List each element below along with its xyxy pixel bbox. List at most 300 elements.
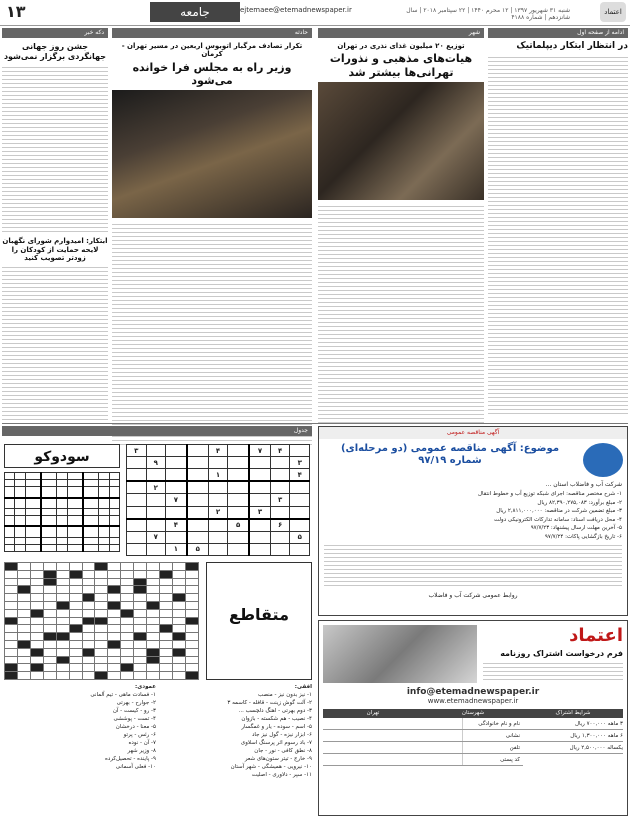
sudoku-easy-cell[interactable] [57,498,67,509]
crossword-cell[interactable] [160,633,173,641]
crossword-cell[interactable] [160,648,173,656]
crossword-cell[interactable] [172,594,185,602]
sudoku-easy-cell[interactable] [5,526,15,537]
crossword-cell[interactable] [185,672,198,680]
crossword-cell[interactable] [160,601,173,609]
crossword-cell[interactable] [30,648,43,656]
crossword-cell[interactable] [56,648,69,656]
crossword-cell[interactable] [43,672,56,680]
sudoku-puzzle-cell[interactable]: ۵ [290,531,310,543]
crossword-cell[interactable] [30,594,43,602]
crossword-cell[interactable] [108,656,121,664]
sudoku-easy-cell[interactable] [15,544,25,551]
subscription-email[interactable]: info@etemadnewspaper.ir [406,687,540,698]
sudoku-easy-cell[interactable] [15,498,25,509]
crossword-cell[interactable] [95,563,108,571]
crossword-cell[interactable] [17,640,30,648]
sudoku-puzzle-cell[interactable]: ۴ [166,519,187,532]
sudoku-puzzle-cell[interactable] [208,494,228,506]
crossword-cell[interactable] [82,578,95,586]
crossword-cell[interactable] [43,570,56,578]
crossword-cell[interactable] [108,625,121,633]
crossword-cell[interactable] [147,594,160,602]
sudoku-easy-cell[interactable] [25,537,41,544]
crossword-cell[interactable] [43,586,56,594]
crossword-cell[interactable] [56,570,69,578]
sudoku-easy-cell[interactable] [67,516,83,527]
sudoku-puzzle-cell[interactable] [127,481,147,494]
crossword-cell[interactable] [95,578,108,586]
crossword-cell[interactable] [69,640,82,648]
crossword-cell[interactable] [43,578,56,586]
sudoku-easy-cell[interactable] [67,498,83,509]
crossword-cell[interactable] [172,563,185,571]
sudoku-puzzle-cell[interactable] [270,469,290,482]
sudoku-puzzle-cell[interactable]: ۱ [208,469,228,482]
sudoku-easy-cell[interactable] [99,526,109,537]
crossword-cell[interactable] [95,617,108,625]
sudoku-easy-cell[interactable] [57,516,67,527]
crossword-cell[interactable] [5,664,18,672]
sudoku-easy-cell[interactable] [57,537,67,544]
crossword-cell[interactable] [95,672,108,680]
crossword-cell[interactable] [17,594,30,602]
subscription-url[interactable]: www.etemadnewspaper.ir [427,697,519,706]
crossword-cell[interactable] [30,633,43,641]
sudoku-puzzle-cell[interactable] [127,531,147,543]
sudoku-easy-cell[interactable] [99,480,109,487]
crossword-cell[interactable] [30,563,43,571]
crossword-cell[interactable] [56,617,69,625]
crossword-cell[interactable] [43,640,56,648]
crossword-cell[interactable] [95,640,108,648]
crossword-cell[interactable] [147,609,160,617]
crossword-cell[interactable] [82,594,95,602]
crossword-cell[interactable] [5,586,18,594]
sudoku-puzzle-cell[interactable] [270,506,290,519]
crossword-cell[interactable] [5,570,18,578]
crossword-cell[interactable] [108,640,121,648]
sudoku-easy-cell[interactable] [67,544,83,551]
sudoku-puzzle-cell[interactable] [208,481,228,494]
sudoku-easy-cell[interactable] [109,537,120,544]
crossword-cell[interactable] [121,601,134,609]
sudoku-puzzle-cell[interactable]: ۱ [166,543,187,555]
sudoku-easy-cell[interactable] [109,516,120,527]
crossword-cell[interactable] [69,570,82,578]
section-email[interactable]: ejtemaee@etemadnewspaper.ir [240,6,352,14]
crossword-cell[interactable] [185,625,198,633]
crossword-cell[interactable] [121,609,134,617]
crossword-cell[interactable] [121,656,134,664]
sudoku-easy-cell[interactable] [15,516,25,527]
crossword-cell[interactable] [134,633,147,641]
crossword-cell[interactable] [95,656,108,664]
sudoku-easy-cell[interactable] [15,473,25,480]
sudoku-easy-cell[interactable] [99,544,109,551]
crossword-cell[interactable] [121,664,134,672]
crossword-cell[interactable] [147,617,160,625]
crossword-cell[interactable] [185,617,198,625]
sudoku-puzzle-cell[interactable] [228,457,249,469]
crossword-cell[interactable] [134,609,147,617]
sudoku-easy-cell[interactable] [99,508,109,515]
sudoku-easy-cell[interactable] [41,516,57,527]
crossword-cell[interactable] [69,672,82,680]
sudoku-easy-cell[interactable] [15,487,25,498]
sudoku-puzzle-cell[interactable] [228,543,249,555]
crossword-cell[interactable] [134,578,147,586]
sudoku-easy-cell[interactable] [83,487,99,498]
sudoku-puzzle-cell[interactable]: ۹ [146,457,166,469]
crossword-cell[interactable] [69,656,82,664]
subscription-price-option[interactable]: ۶ ماهه ۱,۳۰۰,۰۰۰ ریال [523,730,623,742]
crossword-cell[interactable] [121,672,134,680]
crossword-cell[interactable] [17,563,30,571]
crossword-cell[interactable] [121,648,134,656]
crossword-cell[interactable] [17,578,30,586]
crossword-cell[interactable] [121,570,134,578]
crossword-cell[interactable] [108,601,121,609]
sudoku-puzzle-cell[interactable] [228,506,249,519]
crossword-cell[interactable] [172,625,185,633]
crossword-cell[interactable] [147,586,160,594]
sudoku-puzzle-cell[interactable] [187,519,208,532]
sudoku-easy-cell[interactable] [25,480,41,487]
sudoku-puzzle-cell[interactable] [166,469,187,482]
crossword-cell[interactable] [172,609,185,617]
crossword-cell[interactable] [69,609,82,617]
sudoku-easy-cell[interactable] [109,473,120,480]
sudoku-puzzle-cell[interactable]: ۴ [270,445,290,457]
crossword-cell[interactable] [185,656,198,664]
sudoku-easy-cell[interactable] [109,544,120,551]
crossword-cell[interactable] [82,617,95,625]
crossword-cell[interactable] [43,648,56,656]
crossword-cell[interactable] [56,563,69,571]
crossword-cell[interactable] [160,656,173,664]
crossword-cell[interactable] [134,563,147,571]
sudoku-puzzle-cell[interactable] [270,481,290,494]
crossword-cell[interactable] [134,594,147,602]
sudoku-easy-cell[interactable] [25,544,41,551]
crossword-cell[interactable] [95,625,108,633]
sudoku-puzzle-cell[interactable] [146,519,166,532]
crossword-cell[interactable] [56,640,69,648]
crossword-cell[interactable] [82,563,95,571]
sudoku-easy-cell[interactable] [25,498,41,509]
sudoku-easy-cell[interactable] [67,526,83,537]
crossword-cell[interactable] [5,594,18,602]
crossword-cell[interactable] [30,586,43,594]
crossword-cell[interactable] [17,586,30,594]
crossword-cell[interactable] [17,672,30,680]
crossword-cell[interactable] [82,664,95,672]
sudoku-easy-cell[interactable] [5,544,15,551]
sudoku-easy-cell[interactable] [67,487,83,498]
crossword-cell[interactable] [160,617,173,625]
crossword-cell[interactable] [5,563,18,571]
sudoku-easy-cell[interactable] [15,526,25,537]
sudoku-easy-cell[interactable] [83,498,99,509]
sudoku-puzzle-cell[interactable] [249,543,270,555]
crossword-cell[interactable] [95,586,108,594]
crossword-cell[interactable] [17,570,30,578]
sudoku-puzzle-cell[interactable]: ۶ [270,519,290,532]
sudoku-puzzle-cell[interactable] [249,494,270,506]
sudoku-puzzle-cell[interactable] [249,469,270,482]
crossword-cell[interactable] [69,617,82,625]
crossword-cell[interactable] [56,609,69,617]
sudoku-puzzle-cell[interactable]: ۳ [127,445,147,457]
sudoku-easy-cell[interactable] [83,516,99,527]
crossword-cell[interactable] [5,633,18,641]
sudoku-easy-cell[interactable] [83,526,99,537]
sudoku-easy-cell[interactable] [57,544,67,551]
sudoku-easy-cell[interactable] [57,480,67,487]
sudoku-easy-cell[interactable] [109,480,120,487]
sudoku-puzzle-cell[interactable] [187,469,208,482]
crossword-cell[interactable] [108,563,121,571]
crossword-cell[interactable] [43,563,56,571]
crossword-cell[interactable] [17,601,30,609]
sudoku-puzzle-cell[interactable]: ۲ [146,481,166,494]
crossword-cell[interactable] [134,617,147,625]
sudoku-easy-cell[interactable] [5,480,15,487]
subscription-field-input[interactable] [323,754,463,765]
crossword-cell[interactable] [43,617,56,625]
crossword-cell[interactable] [147,640,160,648]
sudoku-easy-cell[interactable] [41,544,57,551]
sudoku-easy-cell[interactable] [5,537,15,544]
crossword-cell[interactable] [172,672,185,680]
sudoku-puzzle-cell[interactable] [249,481,270,494]
sudoku-easy-cell[interactable] [41,498,57,509]
sudoku-puzzle-cell[interactable] [127,519,147,532]
crossword-cell[interactable] [17,664,30,672]
sudoku-puzzle-cell[interactable]: ۲ [208,506,228,519]
sudoku-easy-cell[interactable] [5,508,15,515]
sudoku-easy-cell[interactable] [67,480,83,487]
crossword-cell[interactable] [5,672,18,680]
crossword-cell[interactable] [185,664,198,672]
sudoku-easy-cell[interactable] [5,498,15,509]
crossword-cell[interactable] [82,625,95,633]
sudoku-easy-cell[interactable] [15,480,25,487]
sudoku-puzzle-cell[interactable] [208,543,228,555]
sudoku-easy-cell[interactable] [83,544,99,551]
crossword-cell[interactable] [172,617,185,625]
sudoku-easy-cell[interactable] [5,516,15,527]
crossword-cell[interactable] [134,648,147,656]
crossword-cell[interactable] [56,656,69,664]
sudoku-easy-cell[interactable] [67,473,83,480]
sudoku-puzzle-cell[interactable] [187,506,208,519]
crossword-cell[interactable] [108,570,121,578]
crossword-cell[interactable] [147,672,160,680]
crossword-cell[interactable] [160,578,173,586]
crossword-cell[interactable] [56,664,69,672]
sudoku-puzzle-cell[interactable]: ۷ [146,531,166,543]
sudoku-easy-cell[interactable] [5,473,15,480]
crossword-cell[interactable] [160,609,173,617]
crossword-cell[interactable] [5,601,18,609]
crossword-cell[interactable] [134,586,147,594]
crossword-cell[interactable] [30,672,43,680]
crossword-cell[interactable] [30,609,43,617]
crossword-cell[interactable] [30,617,43,625]
crossword-cell[interactable] [121,617,134,625]
sudoku-easy-cell[interactable] [109,487,120,498]
crossword-cell[interactable] [108,633,121,641]
crossword-cell[interactable] [147,578,160,586]
sudoku-easy-cell[interactable] [25,526,41,537]
sudoku-easy-cell[interactable] [99,516,109,527]
crossword-cell[interactable] [30,601,43,609]
crossword-cell[interactable] [17,656,30,664]
sudoku-puzzle-cell[interactable] [208,531,228,543]
crossword-cell[interactable] [30,664,43,672]
sudoku-puzzle-cell[interactable] [127,494,147,506]
crossword-cell[interactable] [172,648,185,656]
crossword-cell[interactable] [82,640,95,648]
crossword-cell[interactable] [160,586,173,594]
sudoku-easy-cell[interactable] [15,537,25,544]
crossword-cell[interactable] [160,640,173,648]
sudoku-easy-cell[interactable] [67,508,83,515]
sudoku-puzzle-cell[interactable]: ۷ [166,494,187,506]
crossword-cell[interactable] [56,601,69,609]
crossword-cell[interactable] [69,578,82,586]
sudoku-easy-cell[interactable] [83,473,99,480]
crossword-cell[interactable] [185,594,198,602]
sudoku-puzzle-cell[interactable] [146,506,166,519]
subscription-price-option[interactable]: ۳ ماهه ۷۰۰,۰۰۰ ریال [523,718,623,730]
crossword-cell[interactable] [43,625,56,633]
sudoku-puzzle-cell[interactable]: ۳ [249,506,270,519]
subscription-field-input[interactable] [323,742,463,753]
crossword-cell[interactable] [147,648,160,656]
crossword-cell[interactable] [69,664,82,672]
crossword-cell[interactable] [5,625,18,633]
crossword-cell[interactable] [160,625,173,633]
sudoku-easy-cell[interactable] [41,508,57,515]
sudoku-puzzle-cell[interactable] [166,506,187,519]
sudoku-easy-cell[interactable] [67,537,83,544]
crossword-cell[interactable] [43,594,56,602]
sudoku-puzzle-cell[interactable] [290,445,310,457]
sudoku-puzzle-cell[interactable] [146,543,166,555]
sudoku-puzzle-cell[interactable] [127,469,147,482]
sudoku-puzzle-cell[interactable] [166,457,187,469]
crossword-cell[interactable] [69,594,82,602]
crossword-cell[interactable] [56,586,69,594]
crossword-cell[interactable] [121,640,134,648]
crossword-cell[interactable] [172,664,185,672]
crossword-cell[interactable] [134,656,147,664]
sudoku-easy-cell[interactable] [25,516,41,527]
sudoku-puzzle-cell[interactable] [249,519,270,532]
crossword-cell[interactable] [160,563,173,571]
sudoku-puzzle-cell[interactable] [208,519,228,532]
sudoku-puzzle-cell[interactable] [270,457,290,469]
sudoku-puzzle-cell[interactable] [187,481,208,494]
sudoku-puzzle-cell[interactable] [270,531,290,543]
sudoku-easy-cell[interactable] [83,508,99,515]
sudoku-puzzle-cell[interactable] [166,481,187,494]
sudoku-easy-cell[interactable] [83,480,99,487]
crossword-cell[interactable] [69,625,82,633]
sudoku-puzzle-cell[interactable] [146,445,166,457]
crossword-cell[interactable] [30,625,43,633]
sudoku-puzzle-cell[interactable]: ۵ [228,519,249,532]
sudoku-puzzle-cell[interactable] [249,457,270,469]
sudoku-puzzle-cell[interactable] [146,494,166,506]
sudoku-easy-cell[interactable] [25,487,41,498]
crossword-cell[interactable] [56,625,69,633]
crossword-cell[interactable] [56,633,69,641]
crossword-cell[interactable] [69,648,82,656]
sudoku-easy-cell[interactable] [99,487,109,498]
crossword-cell[interactable] [172,633,185,641]
crossword-cell[interactable] [121,578,134,586]
crossword-cell[interactable] [17,617,30,625]
crossword-cell[interactable] [69,586,82,594]
crossword-cell[interactable] [108,648,121,656]
crossword-cell[interactable] [134,625,147,633]
crossword-cell[interactable] [108,578,121,586]
crossword-cell[interactable] [108,664,121,672]
crossword-cell[interactable] [147,656,160,664]
sudoku-puzzle-cell[interactable] [187,457,208,469]
sudoku-puzzle-cell[interactable]: ۷ [249,445,270,457]
crossword-cell[interactable] [108,609,121,617]
crossword-cell[interactable] [185,633,198,641]
crossword-cell[interactable] [69,601,82,609]
crossword-cell[interactable] [185,640,198,648]
sudoku-puzzle-cell[interactable] [290,481,310,494]
crossword-cell[interactable] [30,570,43,578]
crossword-cell[interactable] [172,586,185,594]
sudoku-puzzle-cell[interactable]: ۳ [270,494,290,506]
sudoku-puzzle-cell[interactable] [187,445,208,457]
crossword-cell[interactable] [5,656,18,664]
crossword-cell[interactable] [172,601,185,609]
crossword-cell[interactable] [134,601,147,609]
sudoku-easy-cell[interactable] [41,480,57,487]
subscription-field-input[interactable] [323,730,463,741]
sudoku-puzzle-cell[interactable] [249,531,270,543]
sudoku-puzzle-cell[interactable] [228,469,249,482]
crossword-cell[interactable] [134,664,147,672]
sudoku-puzzle-cell[interactable]: ۴ [208,445,228,457]
crossword-cell[interactable] [121,563,134,571]
crossword-cell[interactable] [147,625,160,633]
crossword-cell[interactable] [82,672,95,680]
crossword-cell[interactable] [134,640,147,648]
crossword-cell[interactable] [43,664,56,672]
sudoku-puzzle-cell[interactable]: ۳ [290,457,310,469]
sudoku-puzzle-cell[interactable] [290,519,310,532]
crossword-cell[interactable] [95,664,108,672]
sudoku-puzzle-cell[interactable]: ۴ [290,469,310,482]
crossword-cell[interactable] [17,633,30,641]
sudoku-puzzle-cell[interactable] [146,469,166,482]
crossword-cell[interactable] [95,633,108,641]
crossword-cell[interactable] [30,656,43,664]
sudoku-easy-cell[interactable] [25,473,41,480]
sudoku-puzzle-cell[interactable] [127,506,147,519]
